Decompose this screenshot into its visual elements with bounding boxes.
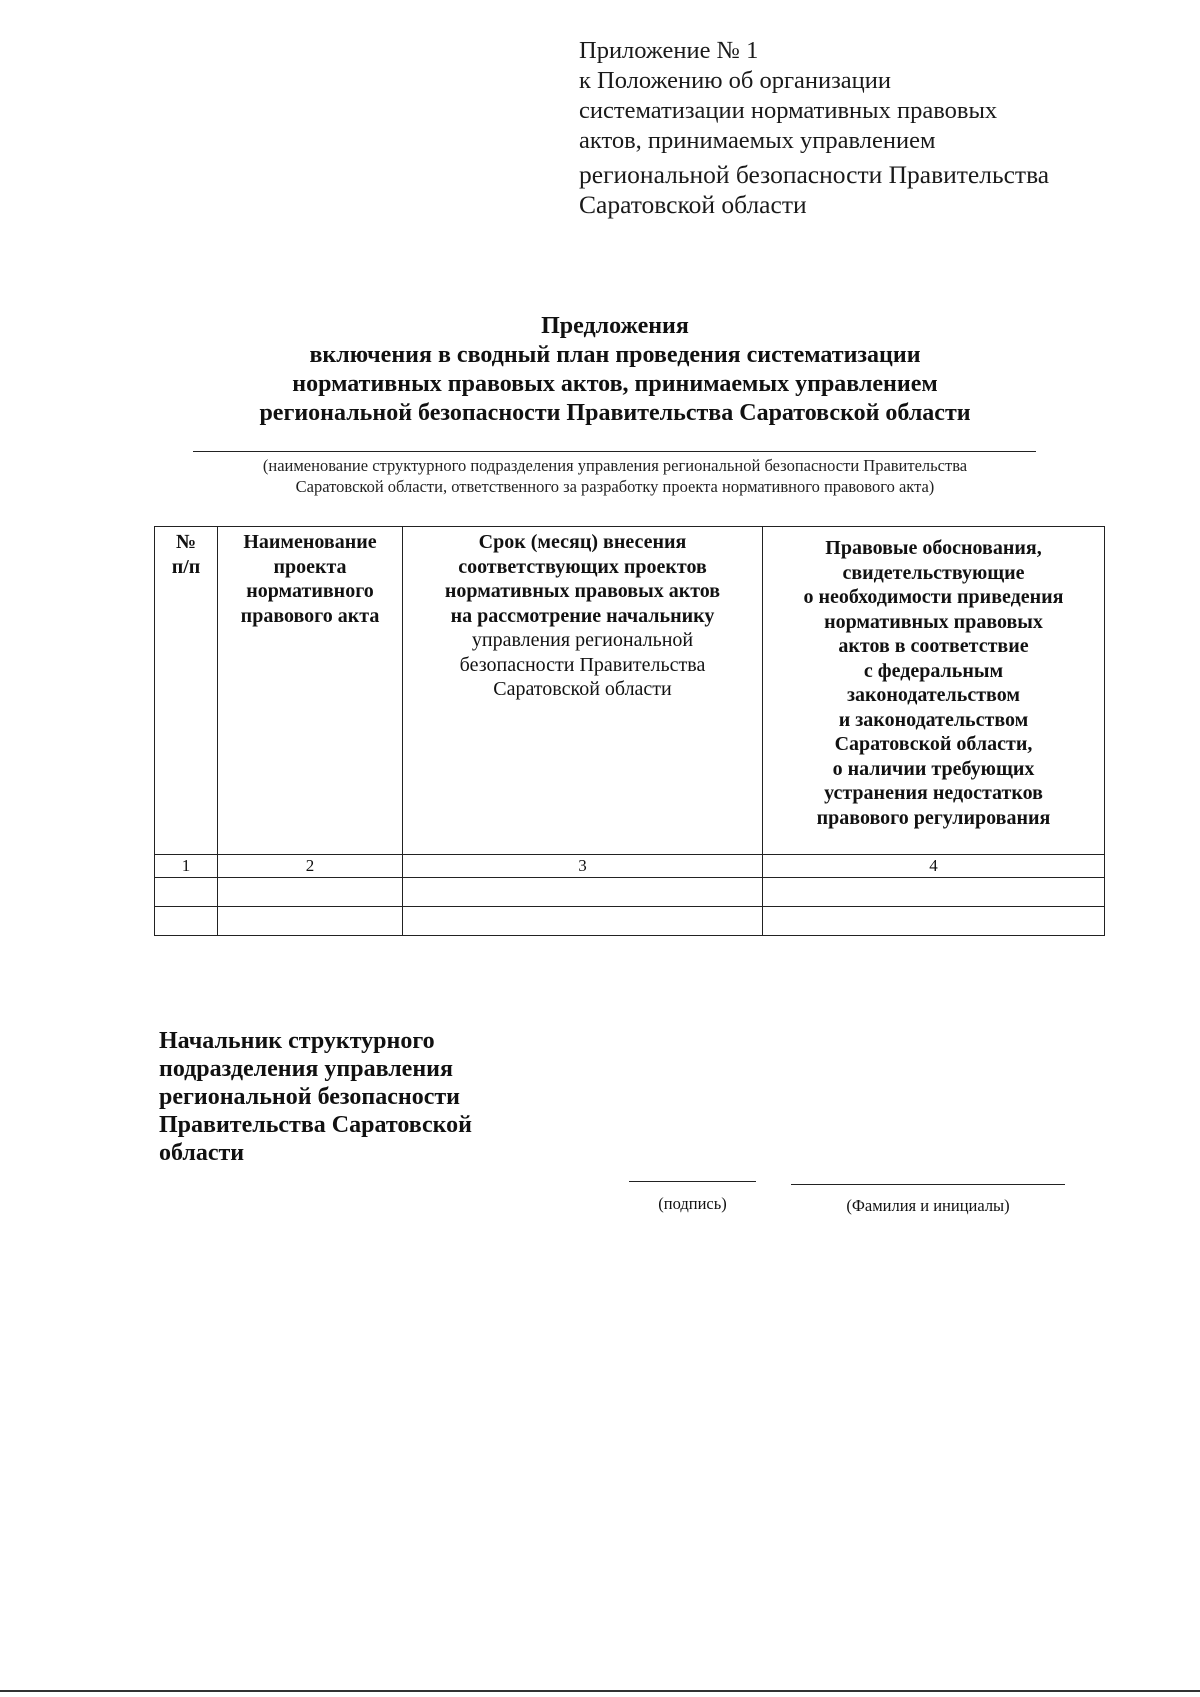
table-row — [155, 907, 1105, 936]
header-line: Наименование — [243, 531, 377, 553]
appendix-line: Приложение № 1 — [579, 37, 759, 64]
header-line: п/п — [171, 555, 201, 578]
header-line: свидетельствующие — [842, 561, 1025, 584]
header-deadline — [403, 527, 763, 855]
header-line: на рассмотрение начальнику — [450, 604, 715, 627]
header-line: с федеральным — [863, 659, 1004, 682]
empty-cell[interactable] — [763, 907, 1105, 936]
signatory-line: Начальник структурного — [159, 1028, 435, 1054]
caption-line: Саратовской области, ответственного за разработку проекта нормативного правового акта) — [295, 477, 935, 496]
header-project-name — [218, 527, 403, 855]
header-line: правового регулирования — [816, 806, 1051, 829]
title-line: Предложения — [541, 313, 689, 339]
signature-caption: (подпись) — [658, 1194, 727, 1213]
header-line: законодательством — [847, 684, 1020, 706]
department-name-line — [193, 451, 1036, 452]
name-caption: (Фамилия и инициалы) — [846, 1196, 1010, 1215]
header-line: правового акта — [240, 604, 380, 627]
proposals-table — [154, 526, 1105, 936]
empty-cell[interactable] — [155, 878, 218, 907]
column-number: 4 — [763, 855, 1105, 878]
signatory-line: области — [159, 1140, 245, 1166]
appendix-line: систематизации нормативных правовых — [579, 97, 998, 124]
appendix-line: к Положению об организации — [579, 67, 892, 94]
header-line: № — [175, 531, 197, 553]
page-bottom-edge — [0, 1690, 1200, 1692]
empty-cell[interactable] — [155, 907, 218, 936]
caption-line: (наименование структурного подразделения управления региональной безопасности Правительства — [262, 456, 968, 475]
table-row — [155, 878, 1105, 907]
title-line: региональной безопасности Правительства Саратовской области — [259, 400, 971, 426]
appendix-line: региональной безопасности Правительства — [579, 160, 1050, 189]
column-number: 2 — [218, 855, 403, 878]
signatory-line: подразделения управления — [159, 1056, 453, 1082]
header-line: управления региональной — [471, 629, 694, 651]
header-line: нормативных правовых актов — [444, 580, 721, 602]
appendix-line: Саратовской области — [579, 190, 807, 219]
header-line: безопасности Правительства — [459, 653, 706, 676]
signature-line[interactable] — [629, 1181, 756, 1182]
signatory-title — [159, 1027, 579, 1167]
header-legal-justification — [763, 527, 1105, 855]
signatory-line: Правительства Саратовской — [159, 1112, 472, 1138]
header-line: Саратовской области — [493, 678, 672, 700]
column-number-row — [155, 855, 1105, 878]
signatory-line: региональной безопасности — [159, 1084, 460, 1110]
header-line: Правовые обоснования, — [825, 537, 1042, 559]
department-caption — [160, 455, 1070, 497]
header-line: о наличии требующих — [832, 757, 1035, 780]
header-line: и законодательством — [838, 708, 1029, 731]
column-number: 1 — [155, 855, 218, 878]
empty-cell[interactable] — [403, 907, 763, 936]
title-line: нормативных правовых актов, принимаемых управлением — [292, 371, 938, 397]
column-number: 3 — [403, 855, 763, 878]
empty-cell[interactable] — [218, 907, 403, 936]
header-line: нормативного — [246, 580, 374, 602]
header-line: нормативных правовых — [824, 610, 1043, 633]
empty-cell[interactable] — [763, 878, 1105, 907]
document-title — [150, 312, 1080, 428]
header-line: соответствующих проектов — [458, 555, 707, 578]
appendix-line: актов, принимаемых управлением — [579, 127, 936, 154]
header-line: актов в соответствие — [838, 635, 1029, 657]
header-line: устранения недостатков — [824, 782, 1043, 804]
header-line: проекта — [273, 555, 347, 578]
table-header-row — [155, 527, 1105, 855]
header-line: о необходимости приведения — [803, 586, 1064, 608]
empty-cell[interactable] — [218, 878, 403, 907]
header-line: Саратовской области, — [834, 733, 1033, 755]
appendix-header — [579, 36, 1139, 220]
name-line[interactable] — [791, 1184, 1065, 1185]
header-line: Срок (месяц) внесения — [478, 531, 687, 553]
title-line: включения в сводный план проведения систематизации — [309, 342, 921, 368]
header-number — [155, 527, 218, 855]
empty-cell[interactable] — [403, 878, 763, 907]
